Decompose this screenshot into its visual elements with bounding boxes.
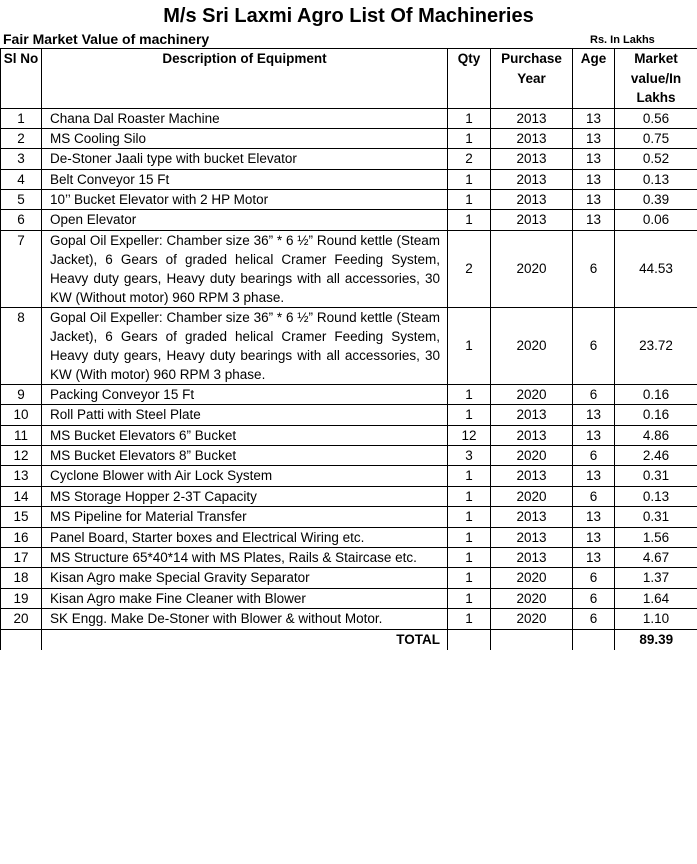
purchase-year-cell: 2013 <box>491 210 573 230</box>
table-row <box>1 149 697 169</box>
purchase-year-cell: 2013 <box>491 527 573 547</box>
market-value-cell: 1.10 <box>615 609 697 629</box>
age-cell: 13 <box>573 527 615 547</box>
sl-no-cell: 8 <box>1 307 42 384</box>
sl-no-cell: 19 <box>1 588 42 608</box>
purchase-year-cell: 2020 <box>491 230 573 307</box>
description-cell: MS Bucket Elevators 8” Bucket <box>42 446 448 466</box>
description-cell: Panel Board, Starter boxes and Electrical Wiring etc. <box>42 527 448 547</box>
qty-cell: 1 <box>448 568 491 588</box>
table-row <box>1 466 697 486</box>
qty-cell: 1 <box>448 547 491 567</box>
market-value-cell: 0.16 <box>615 384 697 404</box>
description-cell: De-Stoner Jaali type with bucket Elevator <box>42 149 448 169</box>
purchase-year-cell: 2013 <box>491 405 573 425</box>
qty-cell: 1 <box>448 169 491 189</box>
qty-cell: 1 <box>448 307 491 384</box>
description-cell: 10’’ Bucket Elevator with 2 HP Motor <box>42 190 448 210</box>
sl-no-cell: 18 <box>1 568 42 588</box>
purchase-year-cell: 2020 <box>491 568 573 588</box>
sl-no-cell: 14 <box>1 486 42 506</box>
description-cell: Roll Patti with Steel Plate <box>42 405 448 425</box>
qty-cell: 2 <box>448 230 491 307</box>
age-cell: 13 <box>573 547 615 567</box>
purchase-year-cell: 2013 <box>491 149 573 169</box>
market-value-cell: 1.37 <box>615 568 697 588</box>
total-blank-cell <box>1 629 42 650</box>
sl-no-cell: 5 <box>1 190 42 210</box>
table-body <box>1 108 697 629</box>
age-cell: 6 <box>573 446 615 466</box>
purchase-year-cell: 2013 <box>491 169 573 189</box>
description-cell: Open Elevator <box>42 210 448 230</box>
purchase-year-cell: 2020 <box>491 609 573 629</box>
qty-cell: 1 <box>448 384 491 404</box>
sl-no-cell: 2 <box>1 128 42 148</box>
table-row <box>1 568 697 588</box>
table-row <box>1 486 697 506</box>
table-row <box>1 405 697 425</box>
description-cell: MS Storage Hopper 2-3T Capacity <box>42 486 448 506</box>
description-cell: MS Pipeline for Material Transfer <box>42 507 448 527</box>
age-cell: 13 <box>573 169 615 189</box>
table-row <box>1 108 697 128</box>
sl-no-cell: 6 <box>1 210 42 230</box>
qty-cell: 1 <box>448 527 491 547</box>
description-cell: Kisan Agro make Fine Cleaner with Blower <box>42 588 448 608</box>
total-label: TOTAL <box>42 629 448 650</box>
purchase-year-cell: 2013 <box>491 507 573 527</box>
machinery-table <box>0 48 697 650</box>
sl-no-cell: 7 <box>1 230 42 307</box>
purchase-year-cell: 2020 <box>491 486 573 506</box>
market-value-cell: 0.31 <box>615 507 697 527</box>
age-cell: 6 <box>573 486 615 506</box>
market-value-cell: 1.64 <box>615 588 697 608</box>
sl-no-cell: 1 <box>1 108 42 128</box>
purchase-year-cell: 2020 <box>491 588 573 608</box>
total-blank-cell <box>573 629 615 650</box>
table-header-row <box>1 49 697 109</box>
age-cell: 13 <box>573 425 615 445</box>
table-row <box>1 128 697 148</box>
market-value-cell: 0.16 <box>615 405 697 425</box>
description-cell: MS Bucket Elevators 6” Bucket <box>42 425 448 445</box>
purchase-year-cell: 2020 <box>491 307 573 384</box>
table-row <box>1 588 697 608</box>
age-cell: 6 <box>573 384 615 404</box>
table-row <box>1 190 697 210</box>
header-sl-no: Sl No <box>1 49 42 109</box>
age-cell: 6 <box>573 230 615 307</box>
sl-no-cell: 13 <box>1 466 42 486</box>
qty-cell: 1 <box>448 588 491 608</box>
table-row <box>1 307 697 384</box>
header-purchase-year: Purchase Year <box>491 49 573 109</box>
table-row <box>1 527 697 547</box>
age-cell: 6 <box>573 588 615 608</box>
description-cell: Gopal Oil Expeller: Chamber size 36” * 6 ½” Round kettle (Steam Jacket), 6 Gears of graded helical Cramer Feeding System, Heavy duty gears, Heavy duty bearings with all accessories, 30 KW (Without motor) 960 RPM 3 phase. <box>42 230 448 307</box>
sl-no-cell: 20 <box>1 609 42 629</box>
header-age: Age <box>573 49 615 109</box>
description-cell: MS Cooling Silo <box>42 128 448 148</box>
header-description: Description of Equipment <box>42 49 448 109</box>
table-row <box>1 547 697 567</box>
market-value-cell: 0.13 <box>615 486 697 506</box>
qty-cell: 1 <box>448 609 491 629</box>
age-cell: 13 <box>573 190 615 210</box>
description-cell: Cyclone Blower with Air Lock System <box>42 466 448 486</box>
qty-cell: 1 <box>448 128 491 148</box>
unit-note: Rs. In Lakhs <box>590 34 655 46</box>
age-cell: 13 <box>573 405 615 425</box>
table-row <box>1 169 697 189</box>
table-row <box>1 384 697 404</box>
market-value-cell: 1.56 <box>615 527 697 547</box>
qty-cell: 1 <box>448 190 491 210</box>
description-cell: SK Engg. Make De-Stoner with Blower & without Motor. <box>42 609 448 629</box>
qty-cell: 3 <box>448 446 491 466</box>
description-cell: MS Structure 65*40*14 with MS Plates, Rails & Staircase etc. <box>42 547 448 567</box>
age-cell: 13 <box>573 108 615 128</box>
qty-cell: 12 <box>448 425 491 445</box>
market-value-cell: 0.52 <box>615 149 697 169</box>
market-value-cell: 0.06 <box>615 210 697 230</box>
qty-cell: 2 <box>448 149 491 169</box>
purchase-year-cell: 2020 <box>491 446 573 466</box>
purchase-year-cell: 2013 <box>491 128 573 148</box>
sl-no-cell: 12 <box>1 446 42 466</box>
sl-no-cell: 16 <box>1 527 42 547</box>
age-cell: 6 <box>573 307 615 384</box>
table-row <box>1 210 697 230</box>
description-cell: Gopal Oil Expeller: Chamber size 36” * 6 ½” Round kettle (Steam Jacket), 6 Gears of graded helical Cramer Feeding System, Heavy duty gears, Heavy duty bearings with all accessories, 30 KW (With motor) 960 RPM 3 phase. <box>42 307 448 384</box>
market-value-cell: 44.53 <box>615 230 697 307</box>
table-row <box>1 446 697 466</box>
age-cell: 13 <box>573 466 615 486</box>
table-row <box>1 609 697 629</box>
purchase-year-cell: 2020 <box>491 384 573 404</box>
qty-cell: 1 <box>448 210 491 230</box>
qty-cell: 1 <box>448 405 491 425</box>
market-value-cell: 0.31 <box>615 466 697 486</box>
total-value: 89.39 <box>615 629 697 650</box>
sl-no-cell: 10 <box>1 405 42 425</box>
sl-no-cell: 17 <box>1 547 42 567</box>
total-row <box>1 629 697 650</box>
sl-no-cell: 4 <box>1 169 42 189</box>
market-value-cell: 0.75 <box>615 128 697 148</box>
purchase-year-cell: 2013 <box>491 190 573 210</box>
qty-cell: 1 <box>448 507 491 527</box>
description-cell: Chana Dal Roaster Machine <box>42 108 448 128</box>
age-cell: 6 <box>573 609 615 629</box>
description-cell: Belt Conveyor 15 Ft <box>42 169 448 189</box>
qty-cell: 1 <box>448 466 491 486</box>
table-row <box>1 230 697 307</box>
total-blank-cell <box>448 629 491 650</box>
market-value-cell: 23.72 <box>615 307 697 384</box>
purchase-year-cell: 2013 <box>491 547 573 567</box>
header-qty: Qty <box>448 49 491 109</box>
description-cell: Packing Conveyor 15 Ft <box>42 384 448 404</box>
sl-no-cell: 3 <box>1 149 42 169</box>
market-value-cell: 0.56 <box>615 108 697 128</box>
total-blank-cell <box>491 629 573 650</box>
qty-cell: 1 <box>448 486 491 506</box>
qty-cell: 1 <box>448 108 491 128</box>
market-value-cell: 4.86 <box>615 425 697 445</box>
sl-no-cell: 15 <box>1 507 42 527</box>
table-row <box>1 507 697 527</box>
section-subtitle: Fair Market Value of machinery <box>3 31 210 47</box>
age-cell: 6 <box>573 568 615 588</box>
age-cell: 13 <box>573 507 615 527</box>
market-value-cell: 0.39 <box>615 190 697 210</box>
sl-no-cell: 9 <box>1 384 42 404</box>
purchase-year-cell: 2013 <box>491 425 573 445</box>
age-cell: 13 <box>573 149 615 169</box>
table-row <box>1 425 697 445</box>
market-value-cell: 4.67 <box>615 547 697 567</box>
sl-no-cell: 11 <box>1 425 42 445</box>
page-title: M/s Sri Laxmi Agro List Of Machineries <box>163 5 534 27</box>
age-cell: 13 <box>573 210 615 230</box>
market-value-cell: 0.13 <box>615 169 697 189</box>
purchase-year-cell: 2013 <box>491 466 573 486</box>
age-cell: 13 <box>573 128 615 148</box>
header-market-value: Market value/In Lakhs <box>615 49 697 109</box>
market-value-cell: 2.46 <box>615 446 697 466</box>
purchase-year-cell: 2013 <box>491 108 573 128</box>
description-cell: Kisan Agro make Special Gravity Separator <box>42 568 448 588</box>
